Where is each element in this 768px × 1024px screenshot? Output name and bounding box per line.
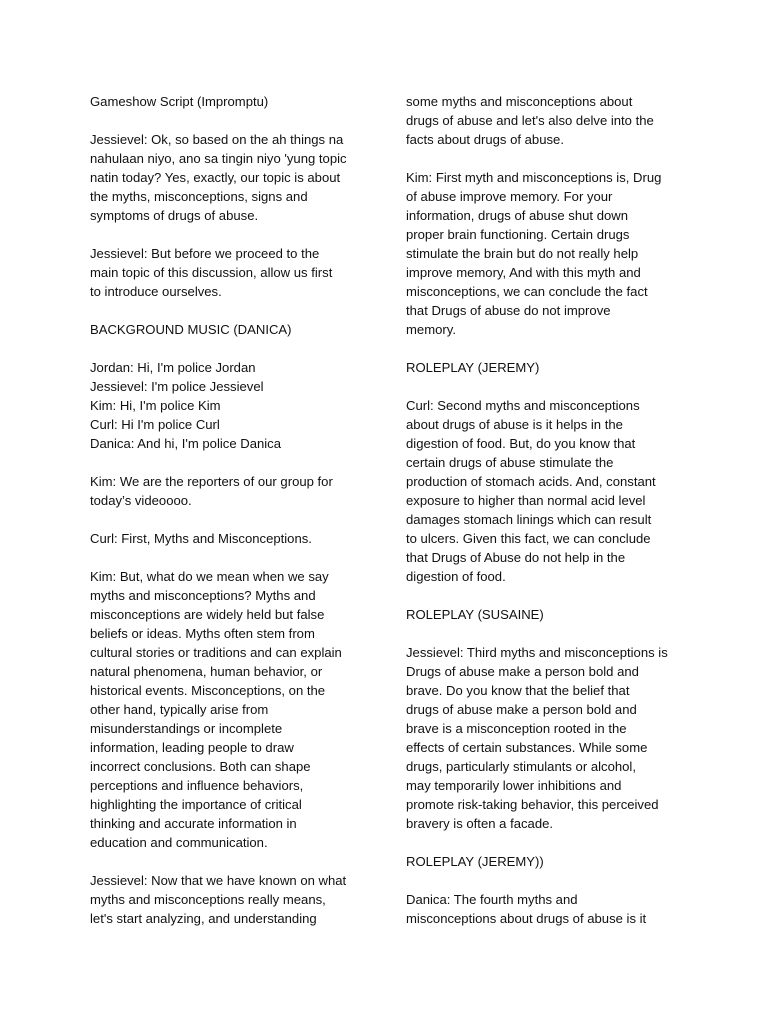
text-line: education and communication. xyxy=(90,835,268,850)
text-line: other hand, typically arise from xyxy=(90,702,269,717)
text-line: improve memory, And with this myth and xyxy=(406,265,641,280)
text-line: bravery is often a facade. xyxy=(406,816,554,831)
text-line: ROLEPLAY (JEREMY)) xyxy=(406,854,544,869)
paragraph xyxy=(90,320,385,339)
paragraph xyxy=(90,472,385,510)
paragraph xyxy=(90,244,385,301)
left-text-column xyxy=(90,92,385,947)
text-line: perceptions and influence behaviors, xyxy=(90,778,304,793)
text-line: information, leading people to draw xyxy=(90,740,294,755)
text-line: let's start analyzing, and understanding xyxy=(90,911,317,926)
text-line: Jordan: Hi, I'm police Jordan xyxy=(90,360,256,375)
paragraph xyxy=(90,871,385,928)
text-line: Jessievel: Now that we have known on what xyxy=(90,873,347,888)
text-line: some myths and misconceptions about xyxy=(406,94,633,109)
text-line: may temporarily lower inhibitions and xyxy=(406,778,622,793)
text-line: incorrect conclusions. Both can shape xyxy=(90,759,311,774)
text-line: that Drugs of abuse do not improve xyxy=(406,303,611,318)
text-line: damages stomach linings which can result xyxy=(406,512,652,527)
text-line: Gameshow Script (Impromptu) xyxy=(90,94,269,109)
text-line: myths and misconceptions really means, xyxy=(90,892,326,907)
paragraph xyxy=(406,852,686,871)
text-line: drugs of abuse make a person bold and xyxy=(406,702,637,717)
text-line: myths and misconceptions? Myths and xyxy=(90,588,316,603)
text-line: Kim: Hi, I'm police Kim xyxy=(90,398,221,413)
text-line: misunderstandings or incomplete xyxy=(90,721,283,736)
text-line: certain drugs of abuse stimulate the xyxy=(406,455,614,470)
text-line: Kim: But, what do we mean when we say xyxy=(90,569,329,584)
text-line: misconceptions about drugs of abuse is it xyxy=(406,911,647,926)
text-line: highlighting the importance of critical xyxy=(90,797,302,812)
text-line: Curl: First, Myths and Misconceptions. xyxy=(90,531,312,546)
paragraph xyxy=(406,92,686,149)
text-line: production of stomach acids. And, constant xyxy=(406,474,656,489)
text-line: that Drugs of Abuse do not help in the xyxy=(406,550,626,565)
text-line: about drugs of abuse is it helps in the xyxy=(406,417,623,432)
text-line: of abuse improve memory. For your xyxy=(406,189,613,204)
text-line: Drugs of abuse make a person bold and xyxy=(406,664,639,679)
paragraph xyxy=(90,130,385,225)
text-line: drugs, particularly stimulants or alcohol, xyxy=(406,759,636,774)
paragraph xyxy=(406,396,686,586)
text-line: information, drugs of abuse shut down xyxy=(406,208,628,223)
text-line: cultural stories or traditions and can explain xyxy=(90,645,342,660)
text-line: misconceptions are widely held but false xyxy=(90,607,325,622)
text-line: Kim: We are the reporters of our group for xyxy=(90,474,333,489)
text-line: proper brain functioning. Certain drugs xyxy=(406,227,630,242)
text-line: Kim: First myth and misconceptions is, Drug xyxy=(406,170,662,185)
text-line: Jessievel: But before we proceed to the xyxy=(90,246,320,261)
text-line: stimulate the brain but do not really help xyxy=(406,246,639,261)
paragraph xyxy=(90,529,385,548)
text-line: drugs of abuse and let's also delve into the xyxy=(406,113,654,128)
text-line: ROLEPLAY (SUSAINE) xyxy=(406,607,544,622)
text-line: BACKGROUND MUSIC (DANICA) xyxy=(90,322,292,337)
paragraph xyxy=(406,605,686,624)
text-line: to introduce ourselves. xyxy=(90,284,222,299)
text-line: brave. Do you know that the belief that xyxy=(406,683,630,698)
text-line: Danica: And hi, I'm police Danica xyxy=(90,436,282,451)
paragraph xyxy=(90,567,385,852)
paragraph xyxy=(406,168,686,339)
text-line: memory. xyxy=(406,322,456,337)
text-line: brave is a misconception rooted in the xyxy=(406,721,627,736)
right-text-column xyxy=(406,92,686,947)
text-line: effects of certain substances. While some xyxy=(406,740,648,755)
text-line: natin today? Yes, exactly, our topic is about xyxy=(90,170,341,185)
text-line: misconceptions, we can conclude the fact xyxy=(406,284,648,299)
paragraph xyxy=(406,643,686,833)
text-line: main topic of this discussion, allow us first xyxy=(90,265,333,280)
text-line: Jessievel: Ok, so based on the ah things na xyxy=(90,132,344,147)
text-line: Danica: The fourth myths and xyxy=(406,892,578,907)
text-line: Jessievel: Third myths and misconceptions is xyxy=(406,645,668,660)
text-line: today’s videoooo. xyxy=(90,493,192,508)
paragraph xyxy=(406,358,686,377)
paragraph xyxy=(406,890,686,928)
text-line: symptoms of drugs of abuse. xyxy=(90,208,259,223)
text-line: digestion of food. But, do you know that xyxy=(406,436,636,451)
paragraph xyxy=(90,358,385,453)
text-line: Curl: Hi I'm police Curl xyxy=(90,417,220,432)
text-line: ROLEPLAY (JEREMY) xyxy=(406,360,540,375)
text-line: nahulaan niyo, ano sa tingin niyo 'yung topic xyxy=(90,151,347,166)
text-line: facts about drugs of abuse. xyxy=(406,132,564,147)
text-line: digestion of food. xyxy=(406,569,506,584)
text-line: beliefs or ideas. Myths often stem from xyxy=(90,626,315,641)
text-line: Jessievel: I'm police Jessievel xyxy=(90,379,264,394)
text-line: Curl: Second myths and misconceptions xyxy=(406,398,640,413)
text-line: thinking and accurate information in xyxy=(90,816,297,831)
text-line: promote risk-taking behavior, this perceived xyxy=(406,797,659,812)
text-line: the myths, misconceptions, signs and xyxy=(90,189,308,204)
text-line: natural phenomena, human behavior, or xyxy=(90,664,323,679)
text-line: historical events. Misconceptions, on the xyxy=(90,683,326,698)
text-line: to ulcers. Given this fact, we can conclude xyxy=(406,531,651,546)
paragraph xyxy=(90,92,385,111)
text-line: exposure to higher than normal acid level xyxy=(406,493,646,508)
